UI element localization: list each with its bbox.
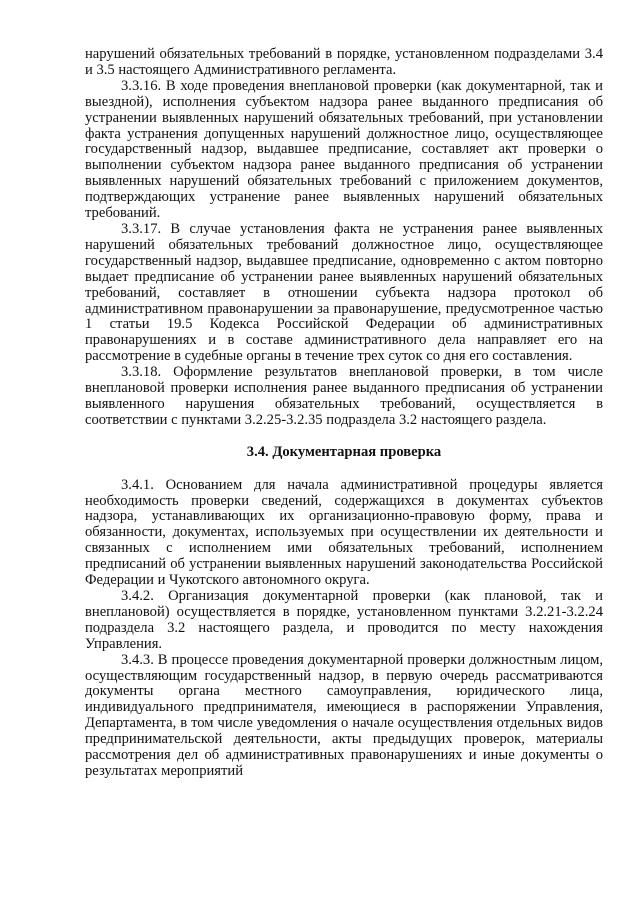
- paragraph-3-4-1: 3.4.1. Основанием для начала административной процедуры является необходимость проверки сведений, содержащихся в документах субъектов надзора, устанавливающих их организационно-правовую форму, права и обязанности, документах, используемых при осуществлении их деятельности и связанных с исполнением ими обязательных требований, исполнением предписаний об устранении выявленных нарушений законодательства Российской Федерации и Чукотского автономного округа.: [85, 476, 603, 589]
- paragraph-3-4-3: 3.4.3. В процессе проведения документарной проверки должностным лицом, осуществляющим государственный надзор, в первую очередь рассматриваются документы органа местного самоуправления, юридического лица, индивидуального предпринимателя, имеющиеся в распоряжении Управления, Департамента, в том числе уведомления о начале осуществления отдельных видов предпринимательской деятельности, акты предыдущих проверок, материалы рассмотрения дел об административных правонарушениях и иные документы о результатах мероприятий: [85, 651, 603, 779]
- paragraph-continuation: нарушений обязательных требований в порядке, установленном подразделами 3.4 и 3.5 настоящего Административного регламента.: [85, 46, 603, 78]
- paragraph-3-3-18: 3.3.18. Оформление результатов внеплановой проверки, в том числе внеплановой проверки исполнения ранее выданного предписания об устранении выявленного нарушения обязательных требований, осуществляется в соответствии с пунктами 3.2.25-3.2.35 подраздела 3.2 настоящего раздела.: [85, 364, 603, 428]
- document-body: [85, 47, 603, 780]
- paragraph-3-3-16: 3.3.16. В ходе проведения внеплановой проверки (как документарной, так и выездной), исполнения субъектом надзора ранее выданного предписания об устранении выявленных нарушений обязательных требований, при установлении факта устранения допущенных нарушений должностное лицо, осуществляющее государственный надзор, выдавшее предписание, составляет акт проверки о выполнении субъектом надзора ранее выданного предписания об устранении выявленных нарушений обязательных требований с приложением документов, подтверждающих устранение ранее выявленных нарушений обязательных требований.: [85, 77, 603, 222]
- section-heading: 3.4. Документарная проверка: [246, 443, 442, 460]
- paragraph-3-3-17: 3.3.17. В случае установления факта не устранения ранее выявленных нарушений обязательных требований должностное лицо, осуществляющее государственный надзор, выдавшее предписание, одновременно с актом повторно выдает предписание об устранении ранее выявленных нарушений обязательных требований, составляет в отношении субъекта надзора протокол об административном правонарушении за правонарушение, предусмотренное частью 1 статьи 19.5 Кодекса Российской Федерации об административных правонарушениях и в составе административного дела направляет его на рассмотрение в судебные органы в течение трех суток со дня его составления.: [85, 220, 603, 365]
- paragraph-3-4-2: 3.4.2. Организация документарной проверки (как плановой, так и внеплановой) осуществляется в порядке, установленном пунктами 3.2.21-3.2.24 подраздела 3.2 настоящего раздела, и проводится по месту нахождения Управления.: [85, 588, 603, 652]
